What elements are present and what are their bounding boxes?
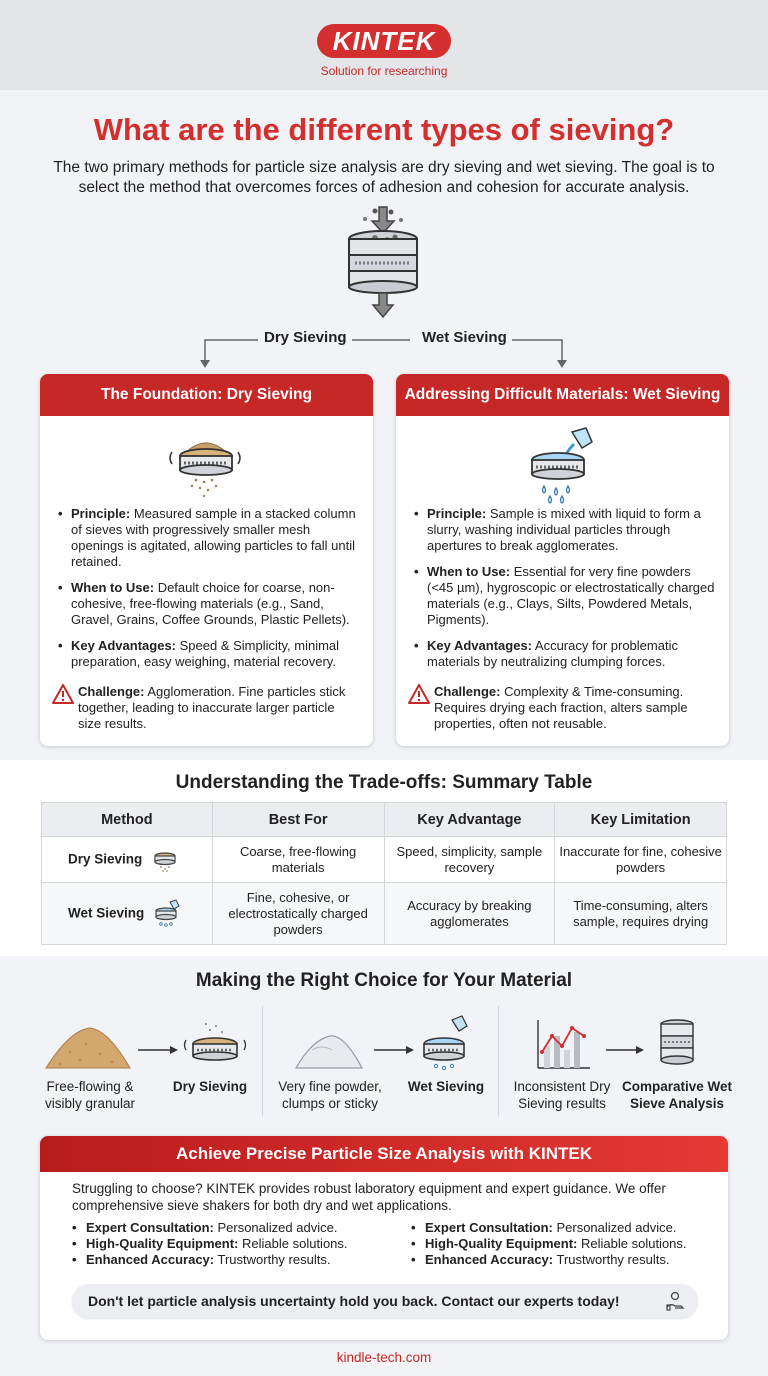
branch-connector [0, 320, 768, 370]
table-cell: Coarse, free-flowing materials [212, 837, 384, 883]
table-header: Key Limitation [555, 803, 727, 837]
choice-graphics [0, 1006, 768, 1076]
table-cell: Time-consuming, alters sample, requires drying [555, 883, 727, 945]
page-title: What are the different types of sieving? [93, 112, 675, 147]
dry-sieve-icon [150, 847, 180, 873]
dry-sieving-card [40, 374, 373, 746]
summary-table-title: Understanding the Trade-offs: Summary Table [175, 772, 593, 793]
warning-icon [408, 684, 430, 704]
dry-card-title: The Foundation: Dry Sieving [40, 374, 373, 416]
cta-title: Achieve Precise Particle Size Analysis with KINTEK [40, 1136, 728, 1172]
branch-label-dry: Dry Sieving [264, 329, 347, 346]
choice-result-1: Dry Sieving [172, 1079, 248, 1094]
dry-challenge: Challenge: Agglomeration. Fine particles stick together, leading to inaccurate larger particle size results. [52, 684, 361, 732]
choice-result-3: Comparative Wet Sieve Analysis [621, 1079, 733, 1111]
kintek-logo[interactable]: KINTEK [317, 24, 451, 58]
list-item: • Enhanced Accuracy: Trustworthy results. [411, 1252, 687, 1268]
choice-input-1: Free-flowing & visibly granular [44, 1079, 136, 1111]
table-cell: Fine, cohesive, or electrostatically charged powders [212, 883, 384, 945]
contact-experts-button[interactable] [72, 1284, 698, 1318]
wet-card-title: Addressing Difficult Materials: Wet Sieving [396, 374, 729, 416]
footer-link[interactable]: kindle-tech.com [336, 1350, 432, 1365]
choice-input-3: Inconsistent Dry Sieving results [513, 1079, 611, 1111]
arrow-icon [374, 1046, 414, 1054]
list-item: • Expert Consultation: Personalized advice. [72, 1220, 348, 1236]
choice-title: Making the Right Choice for Your Material [195, 970, 573, 991]
wet-sieving-card [396, 374, 729, 746]
dry-advantages: • Key Advantages: Speed & Simplicity, minimal preparation, easy weighing, material recovery. [58, 638, 361, 670]
warning-icon [52, 684, 74, 704]
choice-result-2: Wet Sieving [407, 1079, 485, 1094]
arrow-icon [138, 1046, 178, 1054]
table-cell-method: Dry Sieving [42, 837, 213, 883]
divider [262, 1006, 263, 1116]
wet-sieve-icon [512, 426, 612, 506]
table-row [42, 837, 727, 883]
cta-bullets-right [411, 1220, 687, 1268]
powder-pile-icon [296, 1036, 362, 1068]
table-cell-method: Wet Sieving [42, 883, 213, 945]
dry-sieve-icon [185, 1023, 246, 1060]
table-header: Best For [212, 803, 384, 837]
inconsistent-results-chart-icon [538, 1020, 590, 1068]
cta-text: Struggling to choose? KINTEK provides robust laboratory equipment and expert guidance. We offer comprehensive sieve shakers for both dry and wet applications. [72, 1181, 666, 1213]
list-item: • High-Quality Equipment: Reliable solutions. [411, 1236, 687, 1252]
expert-hand-icon [664, 1290, 686, 1312]
dry-when: • When to Use: Default choice for coarse, non-cohesive, free-flowing materials (e.g., Sand, Gravel, Grains, Coffee Grounds, Plastic Pellets). [58, 580, 361, 628]
wet-sieve-icon [152, 899, 182, 929]
choice-input-2: Very fine powder, clumps or sticky [278, 1079, 382, 1111]
wet-when: • When to Use: Essential for very fine powders (<45 µm), hygroscopic or electrostatically charged materials (e.g., Clays, Silts, Powdered Metals, Pigments). [414, 564, 717, 628]
dry-principle: • Principle: Measured sample in a stacked column of sieves with progressively smaller mesh openings is agitated, allowing particles to fall until retained. [58, 506, 361, 570]
cta-bullets-left [72, 1220, 348, 1268]
wet-challenge: Challenge: Complexity & Time-consuming. Requires drying each fraction, alters sample properties, often not reusable. [408, 684, 717, 732]
divider [498, 1006, 499, 1116]
wet-advantages: • Key Advantages: Accuracy for problematic materials by neutralizing clumping forces. [414, 638, 717, 670]
list-item: • Enhanced Accuracy: Trustworthy results. [72, 1252, 348, 1268]
arrow-icon [606, 1046, 644, 1054]
cta-banner-text: Don't let particle analysis uncertainty hold you back. Contact our experts today! [88, 1293, 620, 1309]
summary-table [41, 802, 727, 945]
dry-sieve-icon [156, 426, 256, 506]
tagline: Solution for researching [320, 64, 448, 78]
table-cell: Inaccurate for fine, cohesive powders [555, 837, 727, 883]
sieve-stack-icon [335, 205, 431, 325]
list-item: • High-Quality Equipment: Reliable solutions. [72, 1236, 348, 1252]
branch-label-wet: Wet Sieving [422, 329, 507, 346]
intro-text: The two primary methods for particle size analysis are dry sieving and wet sieving. The goal is to select the method that overcomes forces of adhesion and cohesion for accurate analysis. [53, 159, 715, 196]
sieve-stack-icon [661, 1020, 693, 1064]
sand-pile-icon [46, 1028, 130, 1068]
table-header: Method [42, 803, 213, 837]
list-item: • Expert Consultation: Personalized advice. [411, 1220, 687, 1236]
table-row [42, 883, 727, 945]
cta-card [40, 1136, 728, 1340]
wet-principle: • Principle: Sample is mixed with liquid to form a slurry, washing individual particles through apertures to break agglomerates. [414, 506, 717, 554]
table-header: Key Advantage [384, 803, 555, 837]
wet-sieve-icon [424, 1016, 467, 1070]
table-cell: Speed, simplicity, sample recovery [384, 837, 555, 883]
table-cell: Accuracy by breaking agglomerates [384, 883, 555, 945]
